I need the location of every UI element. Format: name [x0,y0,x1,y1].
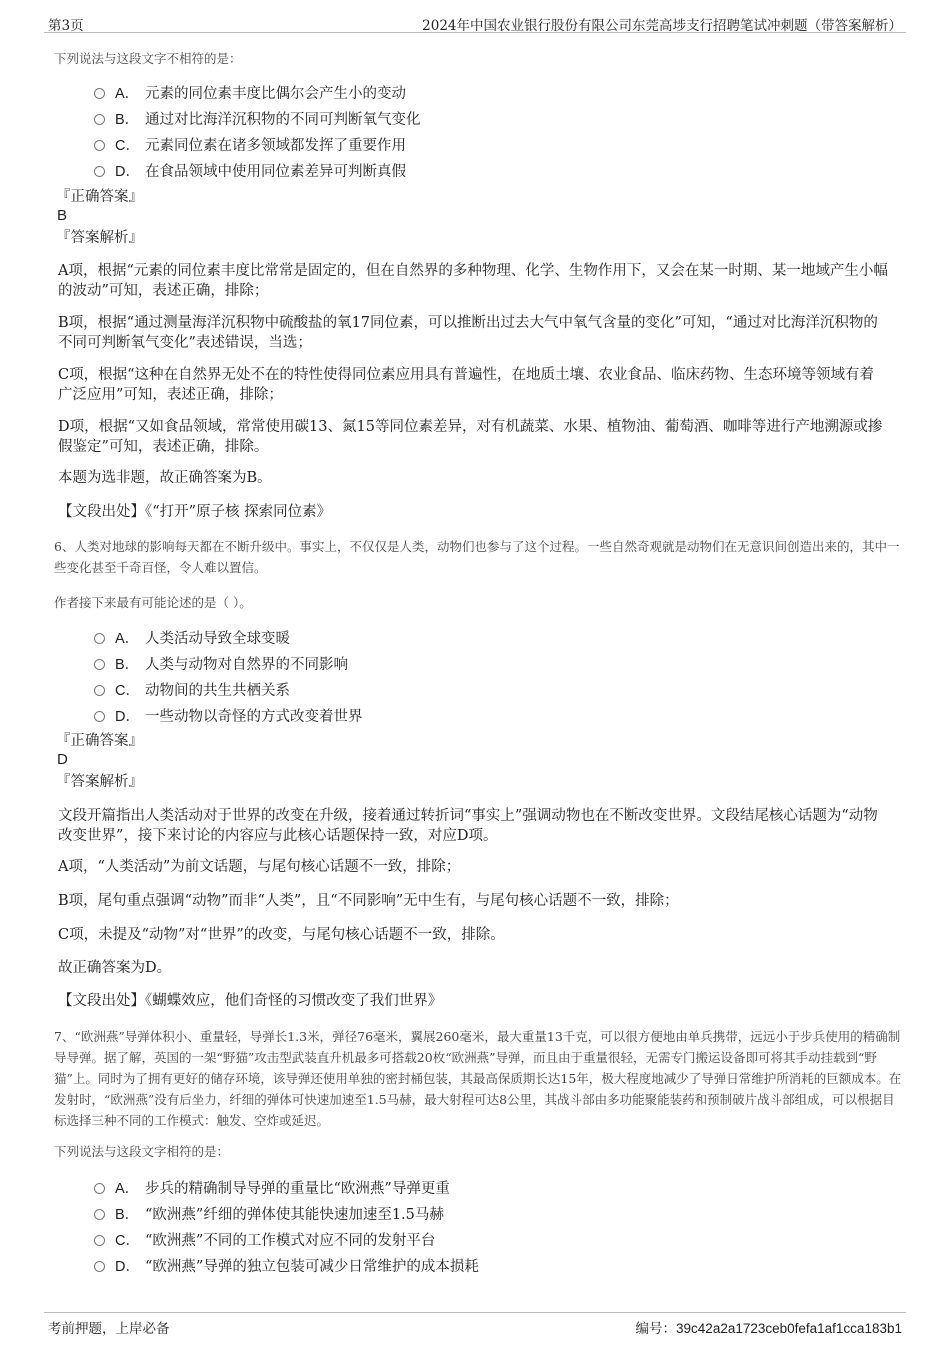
q5-option-c[interactable]: C． 元素同位素在诸多领域都发挥了重要作用 [94,131,890,157]
q6-prompt: 作者接下来最有可能论述的是（ ）。 [54,595,252,610]
q7-passage: 7、“欧洲燕”导弹体积小、重量轻，导弹长1.3米，弹径76毫米，翼展260毫米，最大重量13千克，可以很方便地由单兵携带，远远小于步兵使用的精确制导导弹。据了解，英国的一架“野猫”攻击型武装直升机最多可搭载20枚“欧洲燕”导弹，而且由于重量很轻，无需专门搬运设备即可将其手动挂载到“野猫”上。同时为了拥有更好的储存环境，该导弹还使用单独的密封桶包装，其最高保质期长达15年，极大程度地减少了导弹日常维护所消耗的巨额成本。在发射时，“欧洲燕”没有后坐力，纤细的弹体可快速加速至1.5马赫，最大射程可达8公里，其战斗部由多功能聚能装药和预制破片战斗部组成，可以根据目标选择三种不同的工作模式：触发、空炸或延迟。 [54,1029,902,1128]
radio-button[interactable] [94,166,105,177]
radio-button[interactable] [94,1235,105,1246]
q6-analysis-conclusion: 故正确答案为D。 [58,960,172,976]
document-code [636,1317,902,1337]
q5-option-b[interactable]: B． 通过对比海洋沉积物的不同可判断氧气变化 [94,105,890,131]
q5-answer-label: 『正确答案』 [56,189,143,205]
q6-analysis-c: C项，未提及“动物”对“世界”的改变，与尾句核心话题不一致，排除。 [58,927,505,943]
q7-option-a[interactable]: A． 步兵的精确制导导弹的重量比“欧洲燕”导弹更重 [94,1174,890,1200]
q5-prompt: 下列说法与这段文字不相符的是： [54,51,242,66]
q6-passage: 6、人类对地球的影响每天都在不断升级中。事实上，不仅仅是人类，动物们也参与了这个过程。一些自然奇观就是动物们在无意识间创造出来的，其中一些变化甚至千奇百怪，令人难以置信。 [54,539,900,575]
footer-slogan: 考前押题，上岸必备 [48,1321,170,1337]
radio-button[interactable] [94,633,105,644]
radio-button[interactable] [94,88,105,99]
q5-analysis-conclusion: 本题为选非题，故正确答案为B。 [58,470,272,486]
q6-answer: D [57,751,68,768]
q5-option-d[interactable]: D． 在食品领域中使用同位素差异可判断真假 [94,157,890,183]
q5-analysis-a: A项，根据“元素的同位素丰度比常常是固定的，但在自然界的多种物理、化学、生物作用下，又会在某一时期、某一地域产生小幅的波动”可知，表述正确，排除； [58,263,888,299]
document-code-label: 编号： [635,1321,677,1336]
radio-button[interactable] [94,114,105,125]
q5-analysis-c: C项，根据“这种在自然界无处不在的特性使得同位素应用具有普遍性，在地质土壤、农业食品、临床药物、生态环境等领域有着广泛应用”可知，表述正确，排除； [58,367,875,403]
q5-analysis-b: B项，根据“通过测量海洋沉积物中硫酸盐的氧17同位素，可以推断出过去大气中氧气含量的变化”可知，“通过对比海洋沉积物的不同可判断氧气变化”表述错误，当选； [58,315,878,351]
radio-button[interactable] [94,1209,105,1220]
radio-button[interactable] [94,711,105,722]
q6-analysis-summary: 文段开篇指出人类活动对于世界的改变在升级，接着通过转折词“事实上”强调动物也在不断改变世界。文段结尾核心话题为“动物改变世界”，接下来讨论的内容应与此核心话题保持一致，对应D项。 [58,808,878,844]
q6-option-d[interactable]: D． 一些动物以奇怪的方式改变着世界 [94,702,890,728]
page-header [44,10,906,33]
q5-analysis-label: 『答案解析』 [56,230,143,246]
q6-answer-label: 『正确答案』 [56,733,143,749]
q7-option-c[interactable]: C． “欧洲燕”不同的工作模式对应不同的发射平台 [94,1226,890,1252]
q5-source: 【文段出处】《“打开”原子核 探索同位素》 [58,504,332,520]
q5-option-a[interactable]: A． 元素的同位素丰度比偶尔会产生小的变动 [94,79,890,105]
q6-option-a[interactable]: A． 人类活动导致全球变暖 [94,624,890,650]
q6-source: 【文段出处】《蝴蝶效应，他们奇怪的习惯改变了我们世界》 [58,993,443,1009]
q6-analysis-b: B项，尾句重点强调“动物”而非“人类”，且“不同影响”无中生有，与尾句核心话题不一致，排除； [58,893,679,909]
q7-prompt: 下列说法与这段文字相符的是： [54,1144,230,1159]
q6-option-c[interactable]: C． 动物间的共生共栖关系 [94,676,890,702]
q7-option-b[interactable]: B． “欧洲燕”纤细的弹体使其能快速加速至1.5马赫 [94,1200,890,1226]
document-title: 2024年中国农业银行股份有限公司东莞高埗支行招聘笔试冲刺题（带答案解析） [422,18,902,34]
page-footer [44,1312,906,1339]
q6-option-b[interactable]: B． 人类与动物对自然界的不同影响 [94,650,890,676]
radio-button[interactable] [94,140,105,151]
q6-analysis-a: A项，“人类活动”为前文话题，与尾句核心话题不一致，排除； [58,859,461,875]
q5-analysis-d: D项，根据“又如食品领域，常常使用碳13、氮15等同位素差异，对有机蔬菜、水果、植物油、葡萄酒、咖啡等进行产地溯源或掺假鉴定”可知，表述正确，排除。 [58,419,883,455]
q6-options [94,624,890,728]
page-number: 第3页 [48,18,84,34]
q5-options [94,79,890,183]
radio-button[interactable] [94,659,105,670]
q6-analysis-label: 『答案解析』 [56,774,143,790]
radio-button[interactable] [94,685,105,696]
radio-button[interactable] [94,1183,105,1194]
q7-options [94,1174,890,1278]
document-code-value: 39c42a2a1723ceb0fefa1af1cca183b1 [676,1321,902,1336]
q5-answer: B [57,207,68,224]
radio-button[interactable] [94,1261,105,1272]
q7-option-d[interactable]: D． “欧洲燕”导弹的独立包装可减少日常维护的成本损耗 [94,1252,890,1278]
